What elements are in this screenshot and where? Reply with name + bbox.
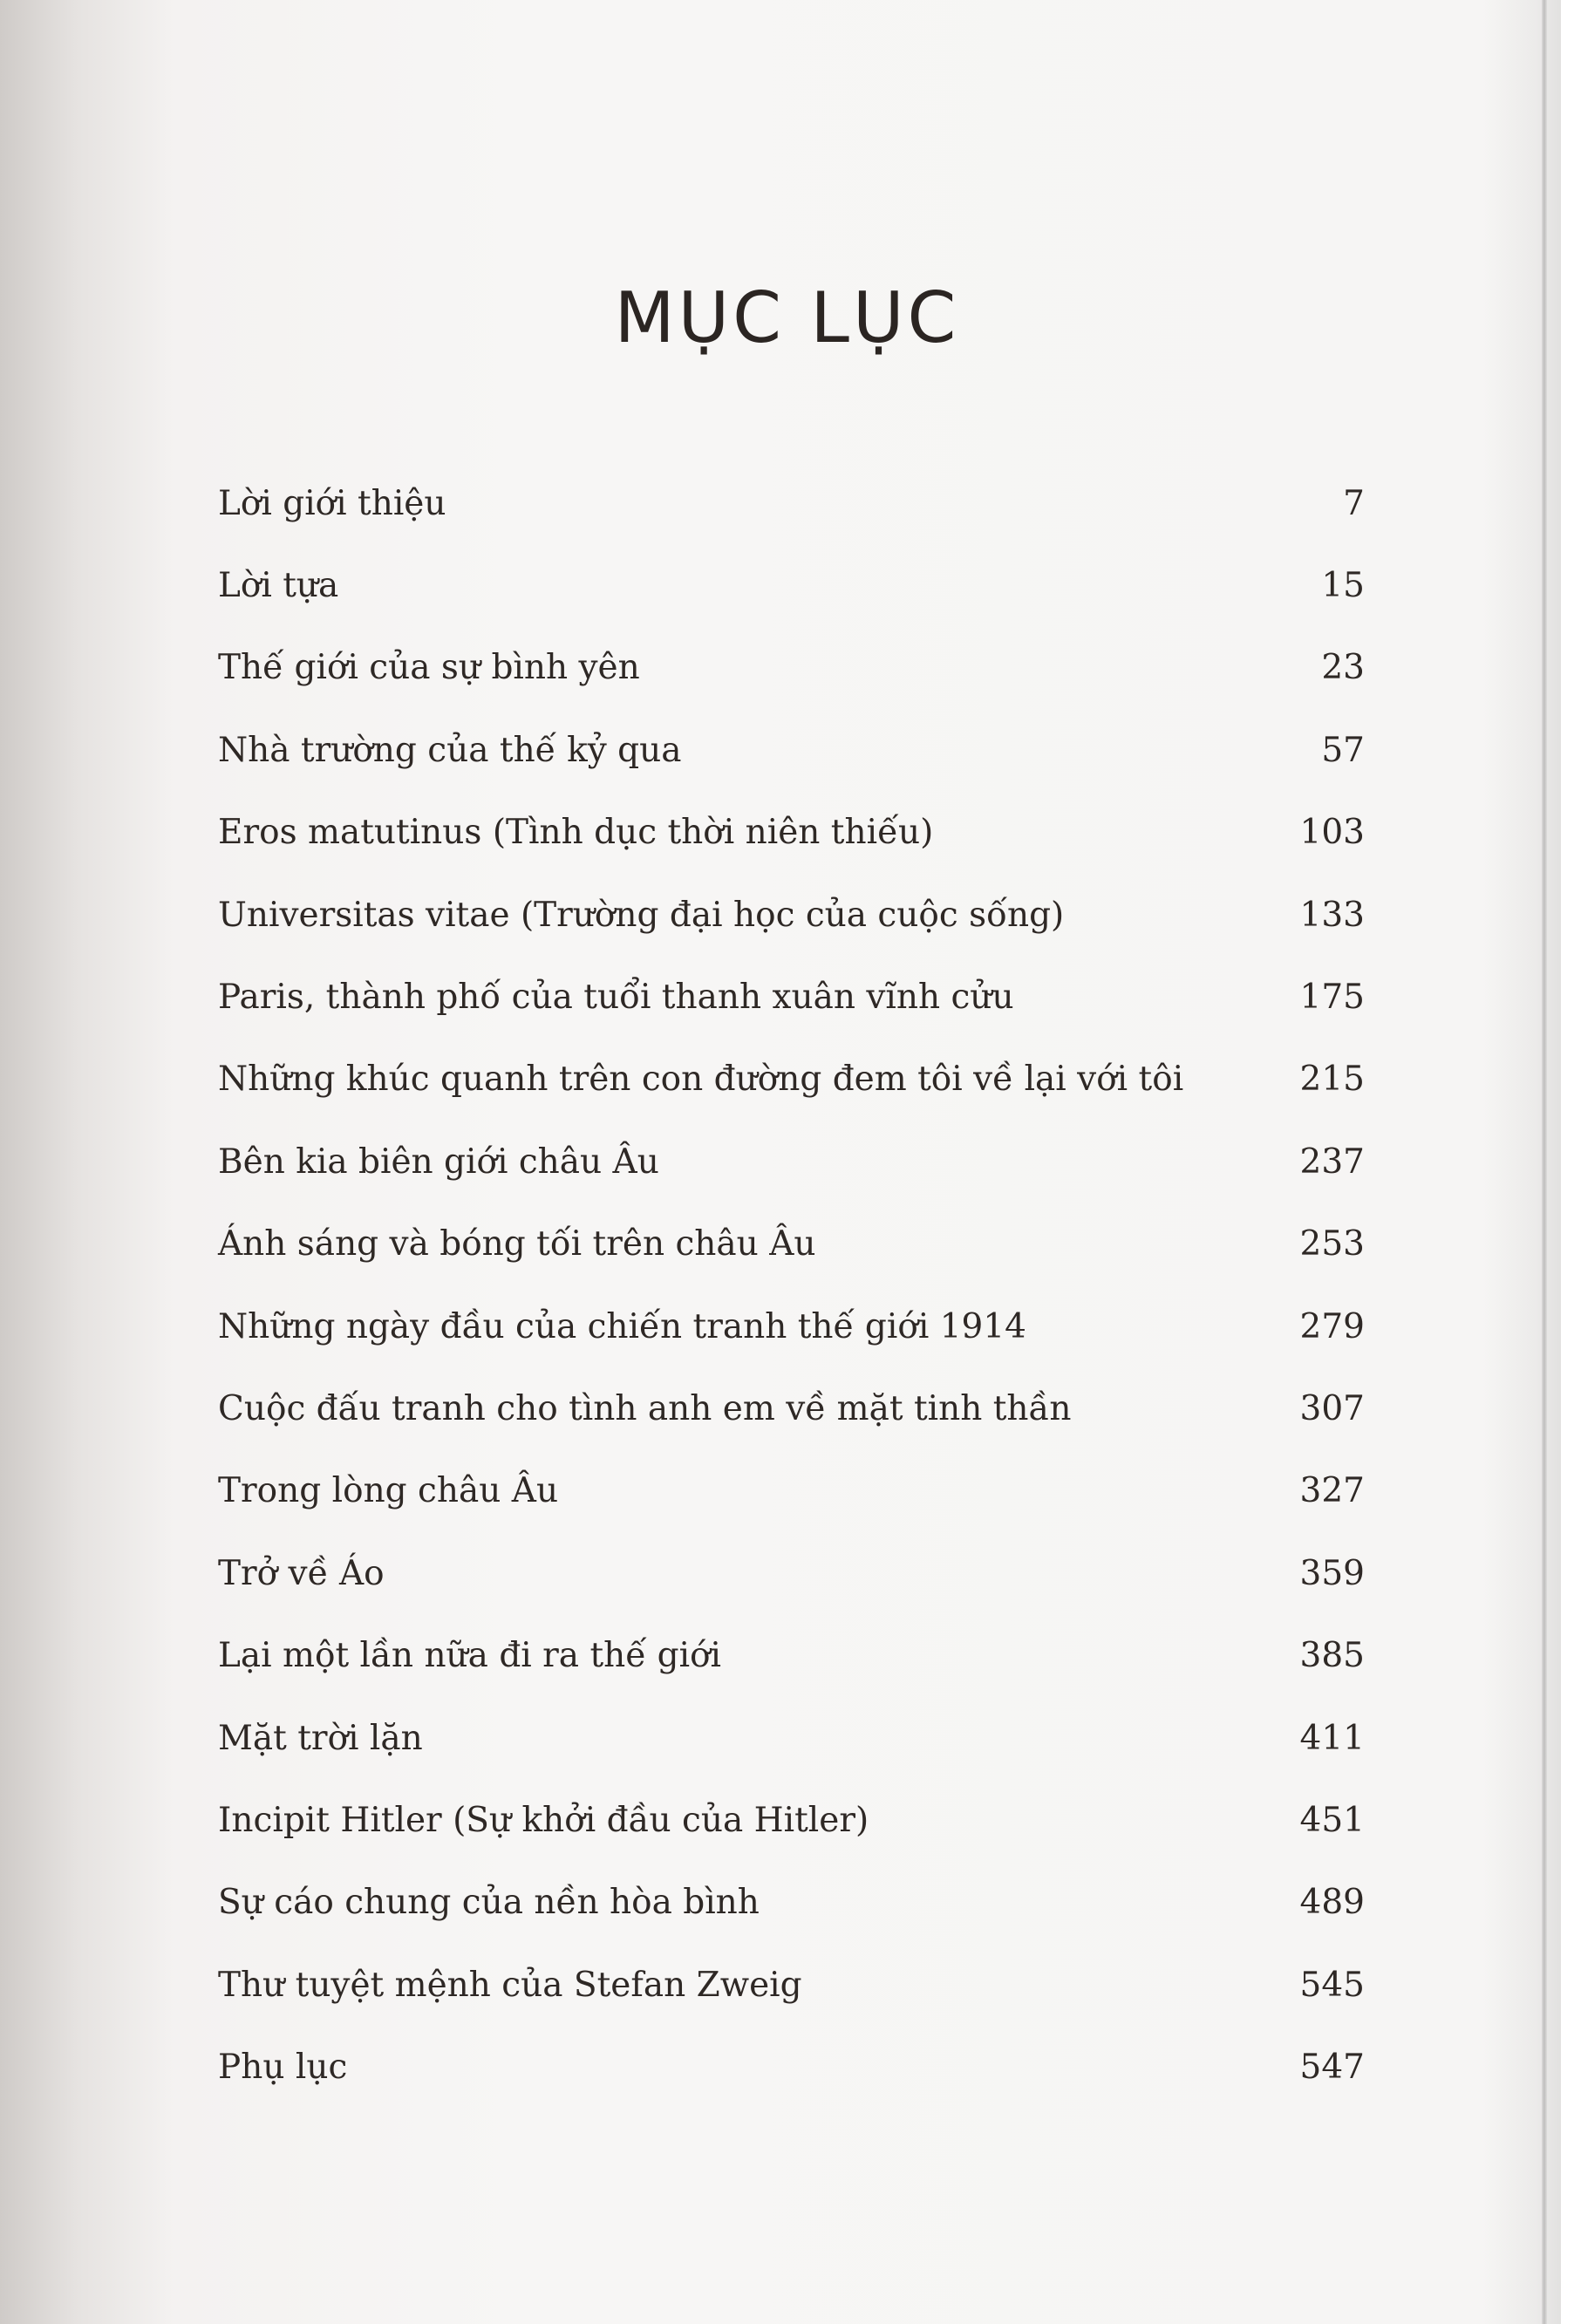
toc-entry-title: Nhà trường của thế kỷ qua — [218, 730, 682, 770]
toc-entry-page-number: 307 — [1299, 1388, 1365, 1428]
toc-entry-title: Bên kia biên giới châu Âu — [218, 1142, 659, 1182]
page-title: MỤC LỤC — [614, 277, 960, 358]
toc-entry-title: Mặt trời lặn — [218, 1718, 423, 1758]
toc-entry — [218, 2026, 1365, 2108]
toc-entry-page-number: 279 — [1299, 1306, 1365, 1346]
toc-entry-page-number: 385 — [1299, 1636, 1365, 1676]
toc-entry — [218, 1862, 1365, 1944]
scan-margin — [1561, 0, 1574, 2324]
toc-entry — [218, 709, 1365, 791]
toc-entry-title: Lời giới thiệu — [218, 483, 446, 523]
table-of-contents — [218, 462, 1365, 2109]
toc-entry-page-number: 451 — [1299, 1800, 1365, 1840]
toc-entry-page-number: 489 — [1299, 1883, 1365, 1923]
toc-entry-page-number: 15 — [1321, 566, 1365, 606]
toc-entry-title: Incipit Hitler (Sự khởi đầu của Hitler) — [218, 1800, 869, 1840]
toc-entry-title: Eros matutinus (Tình dục thời niên thiếu) — [218, 813, 934, 853]
toc-entry-page-number: 175 — [1299, 978, 1365, 1018]
toc-entry-page-number: 133 — [1299, 895, 1365, 935]
toc-entry-title: Lời tựa — [218, 566, 339, 606]
toc-entry-page-number: 7 — [1343, 483, 1365, 523]
toc-entry — [218, 874, 1365, 956]
toc-entry-title: Cuộc đấu tranh cho tình anh em về mặt tinh thần — [218, 1388, 1072, 1428]
toc-entry — [218, 1203, 1365, 1285]
toc-entry — [218, 792, 1365, 874]
toc-entry — [218, 544, 1365, 626]
toc-entry-page-number: 359 — [1299, 1553, 1365, 1593]
toc-entry — [218, 1367, 1365, 1449]
toc-entry-page-number: 237 — [1299, 1142, 1365, 1182]
toc-entry — [218, 1285, 1365, 1367]
toc-entry-title: Ánh sáng và bóng tối trên châu Âu — [218, 1224, 816, 1264]
toc-entry — [218, 1697, 1365, 1779]
toc-entry-title: Thư tuyệt mệnh của Stefan Zweig — [218, 1965, 802, 2005]
toc-entry — [218, 1614, 1365, 1696]
toc-entry-title: Phụ lục — [218, 2048, 348, 2088]
toc-entry-title: Sự cáo chung của nền hòa bình — [218, 1883, 760, 1923]
toc-entry-title: Trong lòng châu Âu — [218, 1471, 559, 1511]
toc-entry-title: Paris, thành phố của tuổi thanh xuân vĩnh cửu — [218, 978, 1014, 1018]
toc-entry-page-number: 57 — [1321, 730, 1365, 770]
toc-entry-title: Những khúc quanh trên con đường đem tôi về lại với tôi — [218, 1060, 1184, 1100]
toc-entry-page-number: 547 — [1299, 2048, 1365, 2088]
toc-entry-page-number: 253 — [1299, 1224, 1365, 1264]
toc-entry-title: Lại một lần nữa đi ra thế giới — [218, 1636, 722, 1676]
toc-entry-page-number: 23 — [1321, 648, 1365, 688]
toc-entry-title: Thế giới của sự bình yên — [218, 648, 640, 688]
toc-entry — [218, 462, 1365, 544]
toc-entry-page-number: 545 — [1299, 1965, 1365, 2005]
toc-entry-title: Trở về Áo — [218, 1553, 385, 1593]
toc-entry — [218, 1532, 1365, 1614]
toc-entry — [218, 1121, 1365, 1203]
toc-entry-page-number: 103 — [1299, 813, 1365, 853]
toc-entry — [218, 1039, 1365, 1121]
toc-entry — [218, 1450, 1365, 1532]
toc-entry — [218, 956, 1365, 1038]
toc-entry-page-number: 215 — [1299, 1060, 1365, 1100]
toc-entry-page-number: 327 — [1299, 1471, 1365, 1511]
toc-entry-page-number: 411 — [1299, 1718, 1365, 1758]
toc-entry-title: Những ngày đầu của chiến tranh thế giới 1914 — [218, 1306, 1026, 1346]
toc-entry — [218, 1944, 1365, 2026]
toc-entry — [218, 1779, 1365, 1861]
toc-entry — [218, 627, 1365, 709]
toc-entry-title: Universitas vitae (Trường đại học của cuộc sống) — [218, 895, 1065, 935]
